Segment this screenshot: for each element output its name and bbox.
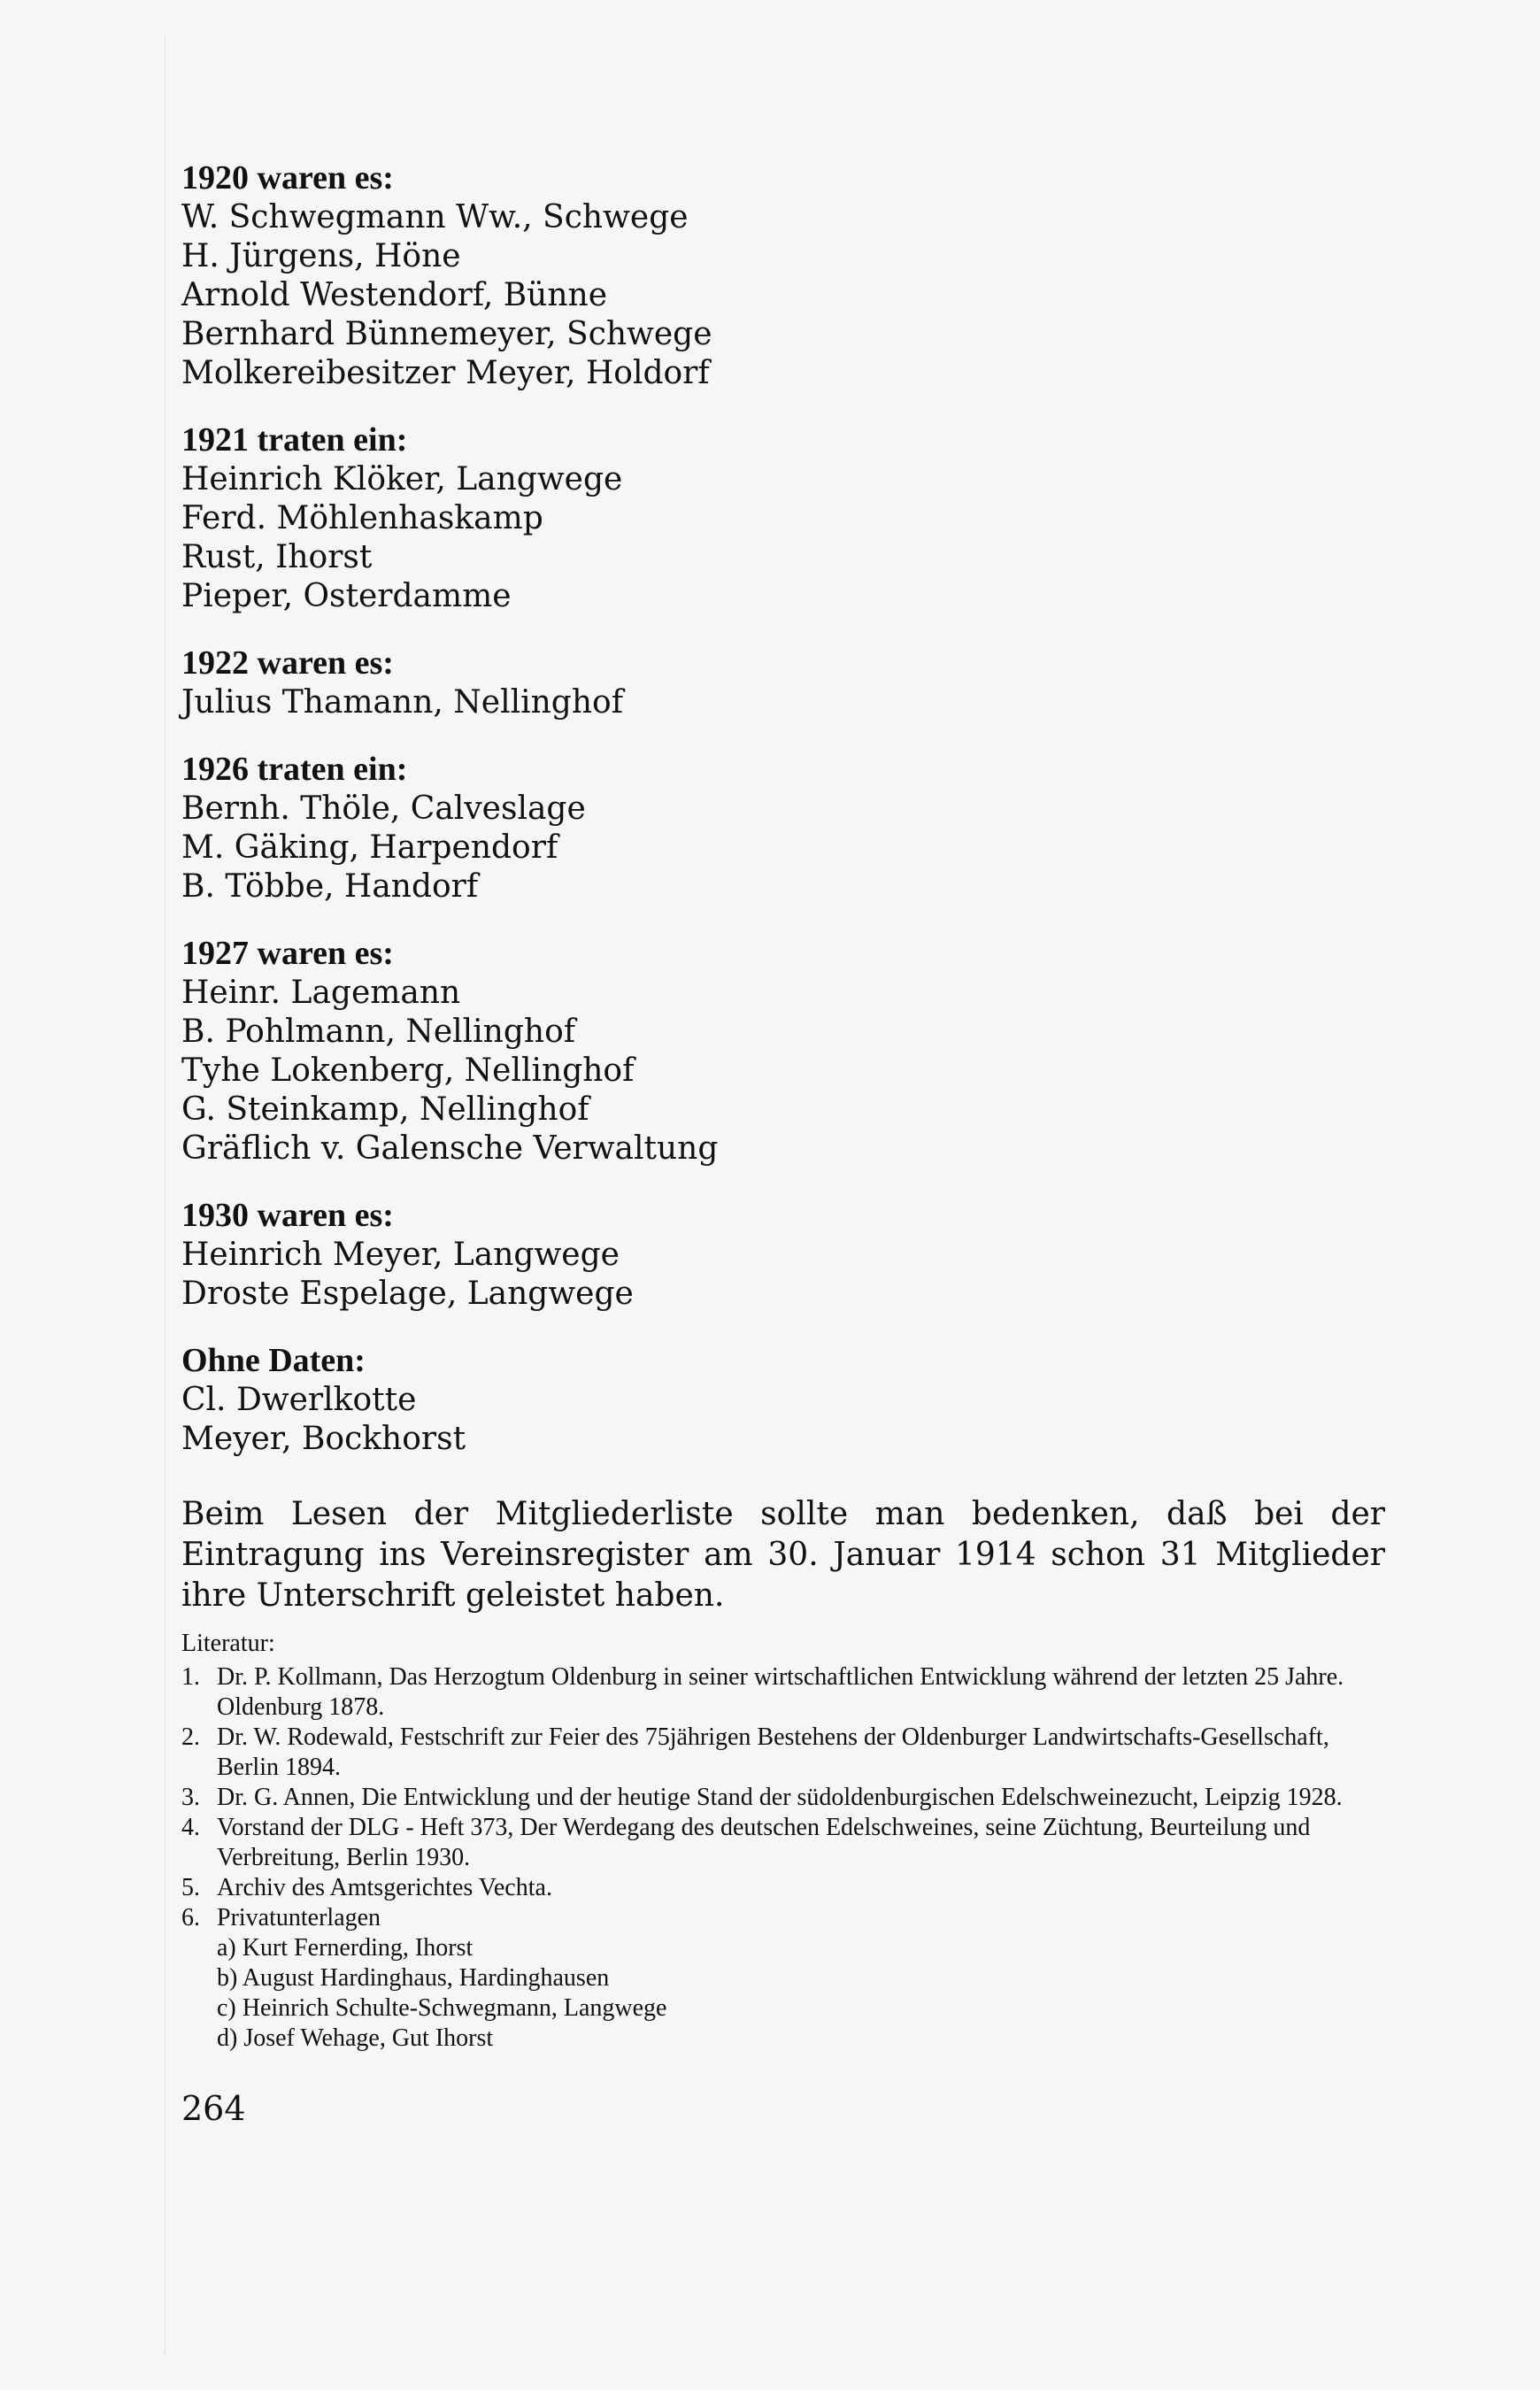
closing-paragraph: Beim Lesen der Mitgliederliste sollte man bedenken, daß bei der Eintragung ins Vereinsregister am 30. Januar 1914 schon 31 Mitglieder ihre Unterschrift geleistet haben. bbox=[181, 1496, 1385, 1614]
reference-text: Archiv des Amtsgerichtes Vechta. bbox=[217, 1874, 552, 1901]
reference-number: 5. bbox=[181, 1874, 200, 1901]
reference-list bbox=[181, 1662, 1385, 1933]
section-title: 1922 waren es: bbox=[181, 644, 394, 682]
private-record-item: a) Kurt Fernerding, Ihorst bbox=[217, 1934, 474, 1962]
member-entry: Ferd. Möhlenhaskamp bbox=[181, 500, 543, 536]
member-entry: Tyhe Lokenberg, Nellinghof bbox=[181, 1052, 635, 1089]
member-section-1926 bbox=[181, 749, 1385, 906]
member-list bbox=[181, 460, 1385, 616]
member-section-1920 bbox=[181, 158, 1385, 393]
member-entry: Arnold Westendorf, Bünne bbox=[181, 277, 608, 313]
reference-item bbox=[181, 1723, 1385, 1783]
member-section-1930 bbox=[181, 1195, 1385, 1314]
reference-text: Dr. P. Kollmann, Das Herzogtum Oldenburg in seiner wirtschaftlichen Entwicklung während der letzten 25 Jahre. Oldenburg 1878. bbox=[217, 1663, 1344, 1721]
private-record-item: c) Heinrich Schulte-Schwegmann, Langwege bbox=[217, 1994, 667, 2022]
page-number: 264 bbox=[181, 2089, 246, 2128]
section-title: 1930 waren es: bbox=[181, 1197, 394, 1234]
reference-item bbox=[181, 1783, 1385, 1813]
member-list bbox=[181, 683, 1385, 722]
reference-item bbox=[181, 1873, 1385, 1903]
reference-number: 3. bbox=[181, 1784, 200, 1811]
member-entry: Pieper, Osterdamme bbox=[181, 578, 512, 614]
member-entry: Heinr. Lagemann bbox=[181, 975, 461, 1011]
member-entry: Bernhard Bünnemeyer, Schwege bbox=[181, 316, 712, 352]
reference-number: 2. bbox=[181, 1723, 200, 1751]
member-section-1921 bbox=[181, 420, 1385, 616]
member-entry: Heinrich Meyer, Langwege bbox=[181, 1237, 620, 1273]
private-record-item: b) August Hardinghaus, Hardinghausen bbox=[217, 1964, 610, 1992]
reference-number: 6. bbox=[181, 1904, 200, 1931]
literature-heading: Literatur: bbox=[181, 1630, 275, 1657]
member-section-undated bbox=[181, 1340, 1385, 1459]
member-list bbox=[181, 1381, 1385, 1459]
private-records-list bbox=[181, 1933, 1385, 2054]
member-entry: B. Pohlmann, Nellinghof bbox=[181, 1014, 576, 1050]
member-section-1927 bbox=[181, 933, 1385, 1168]
member-entry: Droste Espelage, Langwege bbox=[181, 1276, 634, 1312]
member-entry: Rust, Ihorst bbox=[181, 539, 373, 575]
private-record-item: d) Josef Wehage, Gut Ihorst bbox=[217, 2024, 494, 2052]
member-entry: Heinrich Klöker, Langwege bbox=[181, 461, 623, 497]
section-title: 1920 waren es: bbox=[181, 159, 394, 197]
member-entry: Gräflich v. Galensche Verwaltung bbox=[181, 1130, 719, 1167]
member-section-1922 bbox=[181, 643, 1385, 722]
section-title: 1927 waren es: bbox=[181, 935, 394, 972]
reference-text: Vorstand der DLG - Heft 373, Der Werdegang des deutschen Edelschweines, seine Züchtung, Beurteilung und Verbreitung, Berlin 1930. bbox=[217, 1814, 1311, 1871]
member-entry: H. Jürgens, Höne bbox=[181, 238, 461, 274]
member-list bbox=[181, 198, 1385, 393]
reference-item bbox=[181, 1903, 1385, 1933]
section-title: 1926 traten ein: bbox=[181, 751, 408, 788]
member-list bbox=[181, 974, 1385, 1168]
reference-text: Privatunterlagen bbox=[217, 1904, 381, 1931]
member-entry: Cl. Dwerlkotte bbox=[181, 1382, 417, 1418]
member-entry: Bernh. Thöle, Calveslage bbox=[181, 790, 586, 827]
page-content bbox=[181, 158, 1385, 2128]
reference-item bbox=[181, 1813, 1385, 1873]
reference-text: Dr. G. Annen, Die Entwicklung und der heutige Stand der südoldenburgischen Edelschweinezucht, Leipzig 1928. bbox=[217, 1784, 1343, 1811]
member-entry: B. Többe, Handorf bbox=[181, 868, 479, 905]
section-title: Ohne Daten: bbox=[181, 1342, 366, 1379]
reference-number: 1. bbox=[181, 1663, 200, 1691]
member-entry: Molkereibesitzer Meyer, Holdorf bbox=[181, 355, 710, 391]
member-entry: Julius Thamann, Nellinghof bbox=[181, 684, 624, 721]
reference-number: 4. bbox=[181, 1814, 200, 1841]
reference-text: Dr. W. Rodewald, Festschrift zur Feier des 75jährigen Bestehens der Oldenburger Landwirtschafts-Gesellschaft, Berlin 1894. bbox=[217, 1723, 1329, 1781]
member-entry: Meyer, Bockhorst bbox=[181, 1421, 466, 1457]
member-list bbox=[181, 1236, 1385, 1314]
binding-margin-line bbox=[165, 35, 166, 2355]
member-entry: W. Schwegmann Ww., Schwege bbox=[181, 199, 689, 235]
section-title: 1921 traten ein: bbox=[181, 421, 408, 459]
member-entry: M. Gäking, Harpendorf bbox=[181, 829, 558, 866]
member-list bbox=[181, 790, 1385, 906]
member-entry: G. Steinkamp, Nellinghof bbox=[181, 1091, 589, 1128]
reference-item bbox=[181, 1662, 1385, 1723]
